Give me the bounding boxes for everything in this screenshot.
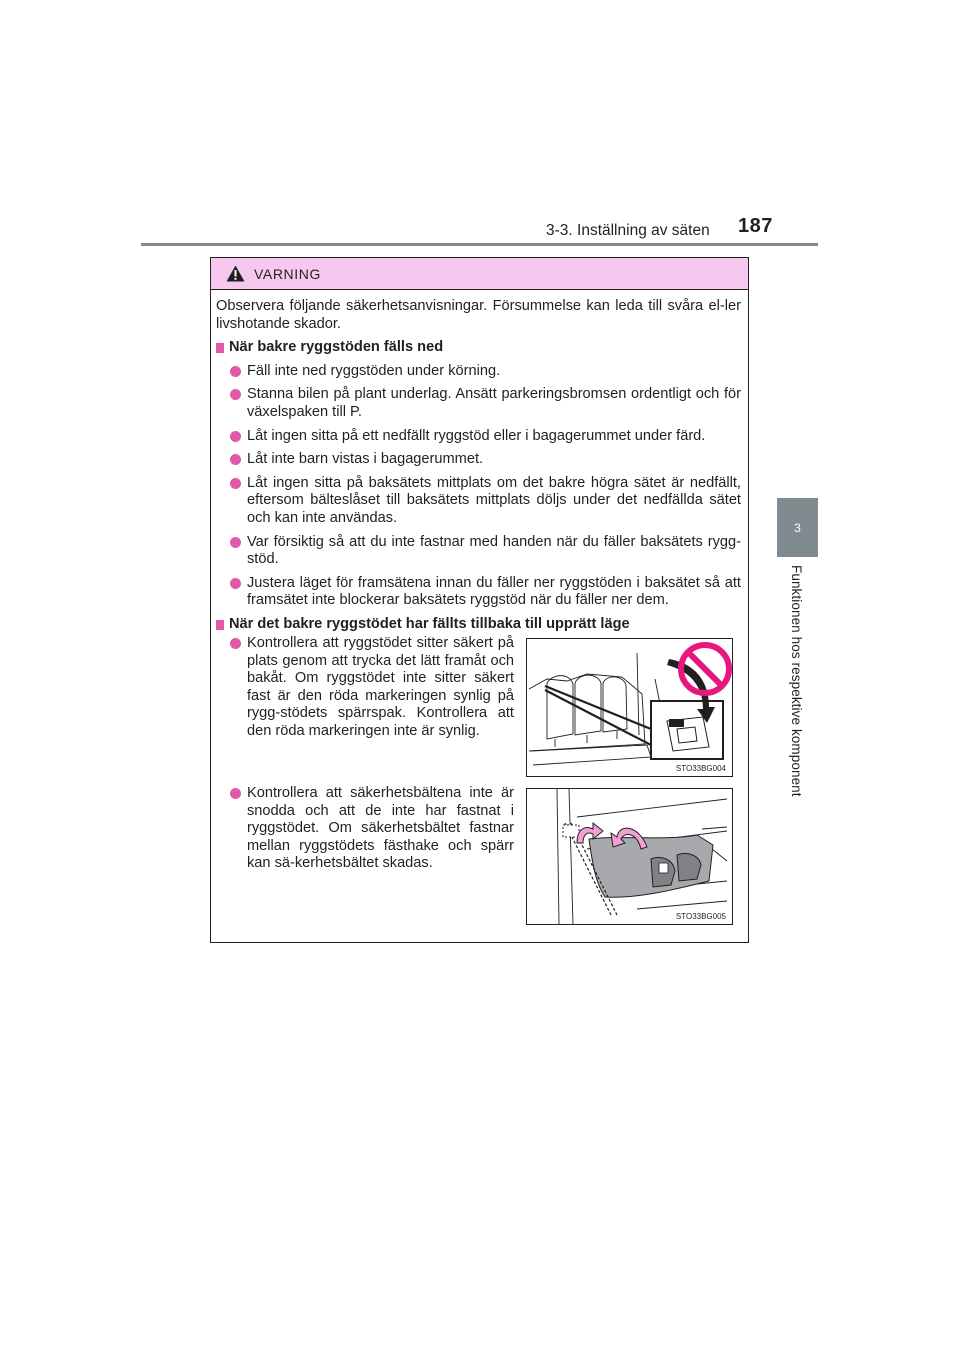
list-item-text: Kontrollera att säkerhetsbältena inte är snodda och att de inte har fastnat i ryggstödet. Om säkerhetsbältet fastnar mellan ryggstödets fästhake och spärr kan sä-kerhetsbältet skadas. [247, 785, 514, 872]
bullet-dot-icon [230, 478, 241, 489]
chapter-tab [777, 498, 818, 557]
list-item-text: Låt ingen sitta på ett nedfällt ryggstöd eller i bagagerummet under färd. [247, 427, 706, 444]
page-number: 187 [738, 215, 773, 237]
figure-code: STO33BG004 [675, 764, 726, 773]
bullet-dot-icon [230, 638, 241, 649]
list-item [216, 451, 741, 469]
heading-square-icon [216, 343, 224, 353]
section-heading-text: När det bakre ryggstödet har fällts tillbaka till upprätt läge [229, 615, 630, 632]
warning-content [216, 298, 741, 634]
warning-title: VARNING [254, 265, 321, 282]
seat-latch-illustration [526, 638, 733, 777]
bullet-dot-icon [230, 389, 241, 400]
bullet-dot-icon [230, 431, 241, 442]
list-item [216, 386, 741, 421]
list-item-text: Kontrollera att ryggstödet sitter säkert på plats genom att trycka det lätt framåt och bakåt. Om ryggstödet inte sitter säkert fast är den röda markeringen synlig på rygg-stödets spärrspak. Kontrollera att den röda markeringen inte är synlig. [247, 635, 514, 739]
warning-box [210, 257, 749, 943]
list-item [216, 475, 741, 528]
warning-triangle-icon [226, 265, 245, 282]
list-item-text: Fäll inte ned ryggstöden under körning. [247, 362, 501, 379]
list-item-with-figure [216, 635, 514, 755]
chapter-title: Funktionen hos respektive komponent [789, 565, 804, 797]
list-item-with-figure [216, 785, 514, 888]
section-heading [216, 616, 741, 634]
bullet-dot-icon [230, 788, 241, 799]
list-item [216, 534, 741, 569]
header-divider [141, 243, 818, 246]
section-heading-text: När bakre ryggstöden fälls ned [229, 339, 444, 356]
list-item-text: Var försiktig så att du inte fastnar med handen när du fäller baksätets rygg-stöd. [247, 533, 741, 568]
chapter-number: 3 [794, 520, 801, 535]
list-item-text: Justera läget för framsätena innan du fäller ner ryggstöden i baksätet så att framsätet inte blockerar baksätets ryggstöd när du fäller ner dem. [247, 574, 741, 609]
warning-intro: Observera följande säkerhetsanvisningar. Försummelse kan leda till svåra el-ler livshotande skador. [216, 298, 741, 332]
seatbelt-illustration [526, 788, 733, 925]
list-item [216, 575, 741, 610]
bullet-dot-icon [230, 578, 241, 589]
section-heading [216, 339, 741, 357]
figure-code: STO33BG005 [675, 912, 726, 921]
warning-header [211, 258, 748, 290]
list-item [216, 635, 514, 741]
list-item [216, 785, 514, 873]
bullet-dot-icon [230, 454, 241, 465]
section-title: 3-3. Inställning av säten [546, 222, 710, 239]
bullet-dot-icon [230, 537, 241, 548]
heading-square-icon [216, 620, 224, 630]
list-item-text: Stanna bilen på plant underlag. Ansätt parkeringsbromsen ordentligt och för växelspaken till P. [247, 386, 741, 420]
list-item [216, 363, 741, 381]
list-item-text: Låt ingen sitta på baksätets mittplats om det bakre högra sätet är nedfällt, eftersom bälteslåset till baksätets mittplats döljs under det nedfällda sätet och kan inte användas. [247, 474, 741, 526]
bullet-dot-icon [230, 366, 241, 377]
list-item [216, 428, 741, 446]
list-item-text: Låt inte barn vistas i bagagerummet. [247, 451, 484, 468]
